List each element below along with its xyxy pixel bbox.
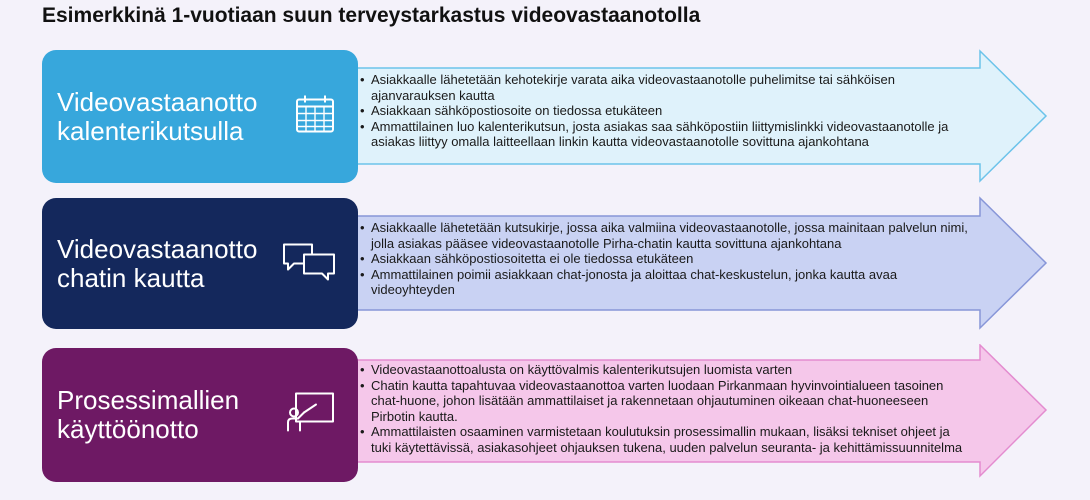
row-title: Prosessimallien käyttöönotto — [57, 385, 240, 444]
chat-bubbles-icon — [282, 241, 336, 286]
bullet-list — [358, 72, 988, 150]
list-item: • Asiakkaan sähköpostiosoite on tiedossa etukäteen — [358, 103, 988, 119]
row-title-box — [42, 348, 358, 482]
page-title: Esimerkkinä 1-vuotiaan suun terveystarkastus videovastaanotolla — [42, 4, 701, 27]
list-item: • Ammattilaisten osaaminen varmistetaan koulutuksin prosessimallin mukaan, lisäksi tekniset ohjeet ja tuki käytettävissä, asiakasohjeet ohjauksen tukena, uuden palvelun seuranta- ja kehittämissuunnitelma — [358, 424, 988, 455]
bullet-list — [358, 220, 988, 298]
list-item: • Asiakkaalle lähetetään kehotekirje varata aika videovastaanotolle puhelimitse tai sähköisen ajanvarauksen kautta — [358, 72, 988, 103]
list-item: • Asiakkaan sähköpostiosoitetta ei ole tiedossa etukäteen — [358, 251, 988, 267]
presentation-icon — [286, 391, 336, 440]
row-chat — [0, 196, 1090, 330]
row-title-box — [42, 198, 358, 329]
list-item: • Ammattilainen poimii asiakkaan chat-jonosta ja aloittaa chat-keskustelun, jonka kautta avaa videoyhteyden — [358, 267, 988, 298]
row-calendar-invite — [0, 48, 1090, 184]
row-title-box — [42, 50, 358, 183]
list-item: • Chatin kautta tapahtuvaa videovastaanottoa varten luodaan Pirkanmaan hyvinvointialueen tasoinen chat-huone, johon lisätään ammattilaiset ja rakennetaan ohjautuminen oikeaan chat-huoneeseen Pirbotin kautta. — [358, 378, 988, 425]
row-title: Videovastaanotto chatin kautta — [57, 233, 258, 293]
list-item: • Asiakkaalle lähetetään kutsukirje, jossa aika valmiina videovastaanotolle, jossa mainitaan palvelun nimi, jolla asiakas pääsee videovastaanotolle Pirha-chatin kautta sovittuna ajankohtana — [358, 220, 988, 251]
row-process-adoption — [0, 344, 1090, 484]
row-title: Videovastaanotto kalenterikutsulla — [57, 86, 258, 146]
calendar-icon — [294, 93, 336, 140]
list-item: • Ammattilainen luo kalenterikutsun, josta asiakas saa sähköpostiin liittymislinkki videovastaanotolle ja asiakas liittyy omalla laitteellaan linkin kautta videovastaanotolle sovittuna ajankohtana — [358, 119, 988, 150]
list-item: • Videovastaanottoalusta on käyttövalmis kalenterikutsujen luomista varten — [358, 362, 988, 378]
bullet-list — [358, 362, 988, 455]
